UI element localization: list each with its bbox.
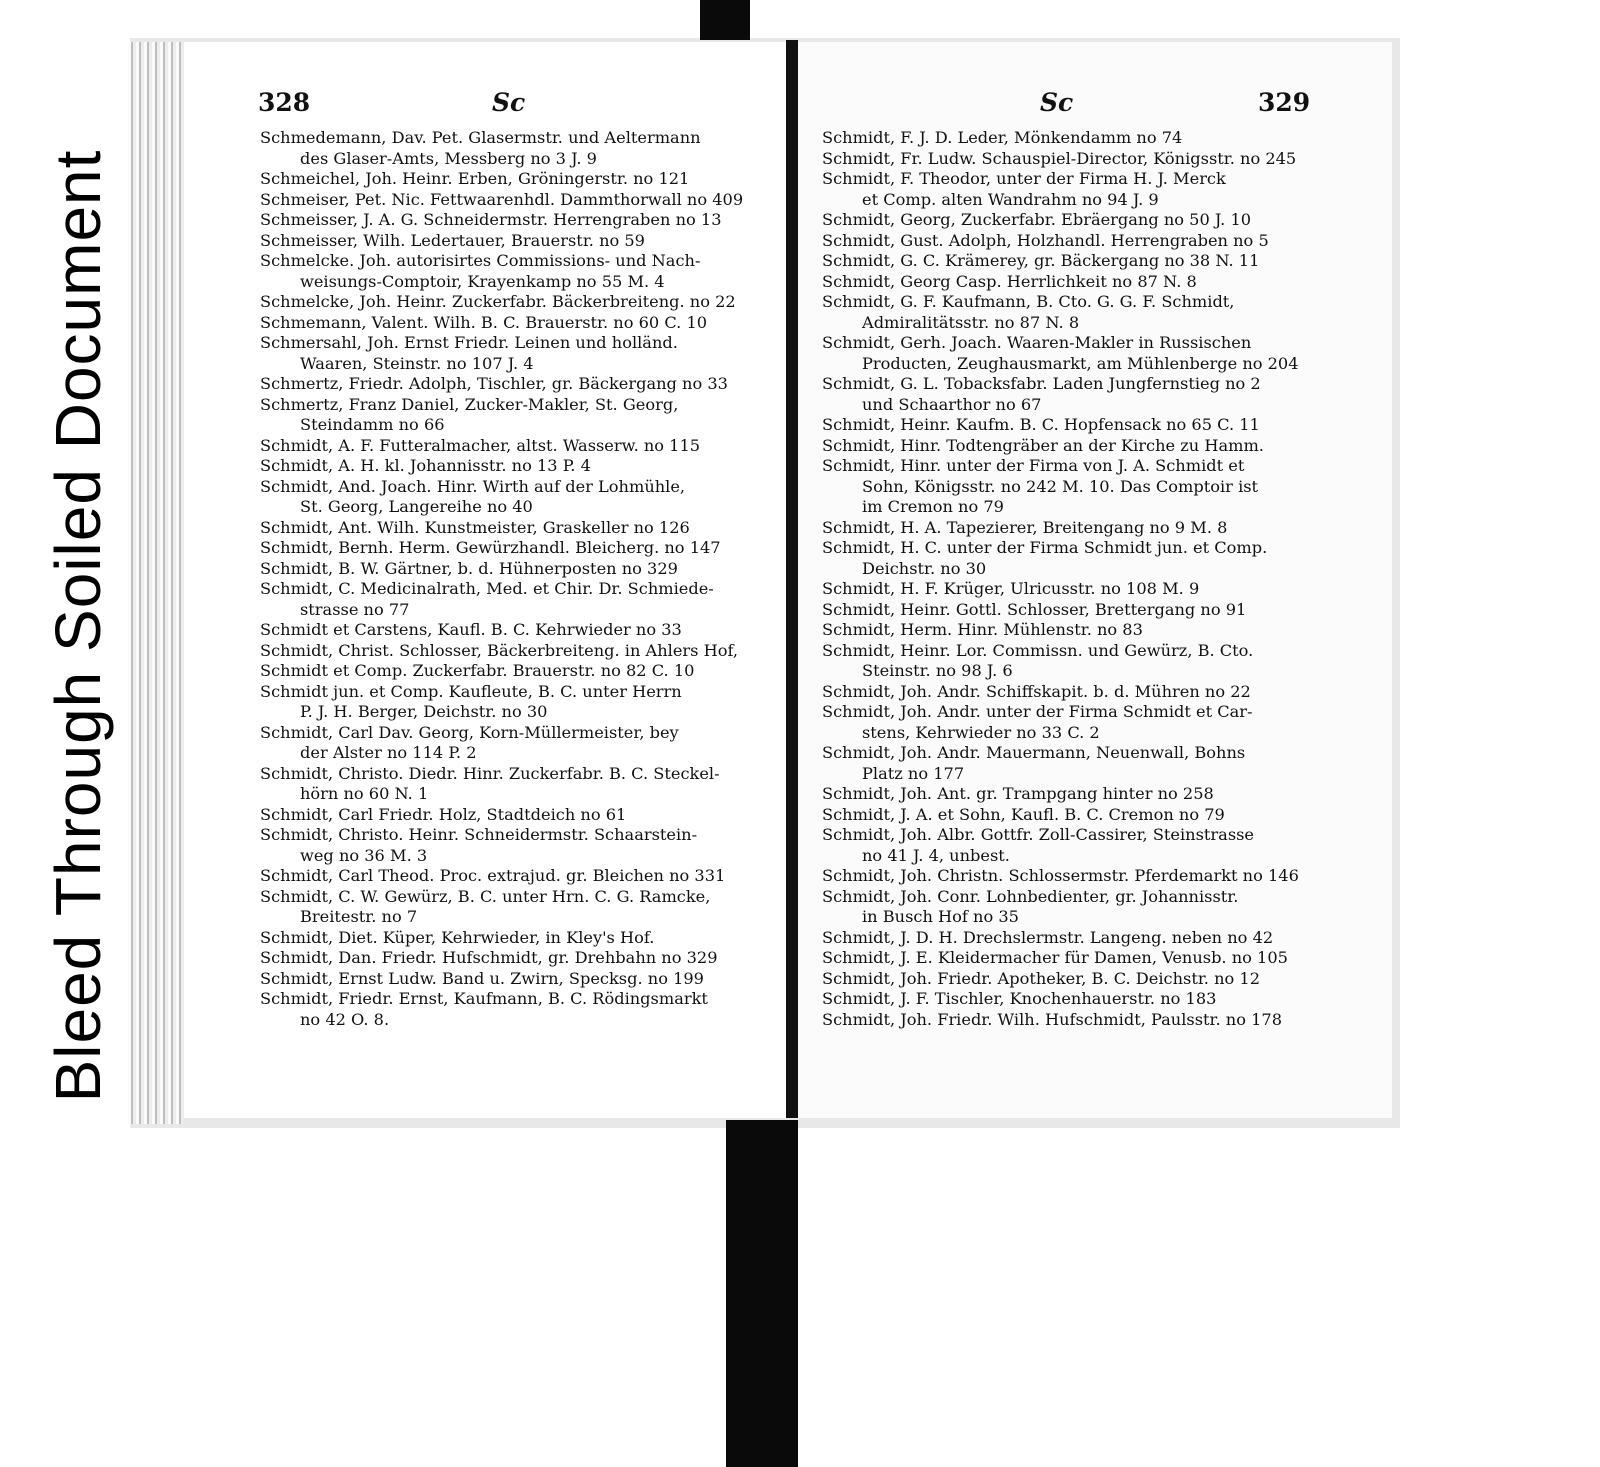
directory-entry [260,251,762,292]
directory-entry [822,887,1340,928]
entry-line: Schmidt, Georg Casp. Herrlichkeit no 87 N. 8 [822,271,1197,291]
directory-entry [822,702,1340,743]
entry-line: Schmidt, Joh. Christn. Schlossermstr. Pferdemarkt no 146 [822,866,1299,885]
directory-entry [822,989,1340,1010]
entry-line: Schmidt, Joh. Andr. Schiffskapit. b. d. Mühren no 22 [822,681,1251,701]
entry-line: Schmidt et Carstens, Kaufl. B. C. Kehrwieder no 33 [260,620,682,639]
directory-entry [822,682,1340,703]
directory-entry [822,231,1340,252]
entry-line: Schmidt, C. Medicinalrath, Med. et Chir. Dr. Schmiede- [260,579,714,598]
entry-line: Schmidt, Joh. Conr. Lohnbedienter, gr. Johannisstr. [822,886,1239,906]
entry-line: Schmidt, Carl Friedr. Holz, Stadtdeich no 61 [260,804,627,824]
entry-line: Schmidt, J. F. Tischler, Knochenhauerstr. no 183 [822,989,1217,1008]
entry-line: Schmelcke. Joh. autorisirtes Commissions- und Nach- [260,251,701,270]
directory-entry [260,477,762,518]
entry-line: Schmidt, Friedr. Ernst, Kaufmann, B. C. Rödingsmarkt [260,989,708,1008]
left-page-number: 328 [258,88,311,117]
directory-entry [822,620,1340,641]
directory-entry [822,579,1340,600]
entry-line: Schmelcke, Joh. Heinr. Zuckerfabr. Bäckerbreiteng. no 22 [260,292,736,311]
entry-line: Schmidt, Gerh. Joach. Waaren-Makler in Russischen [822,333,1252,352]
entry-line: Schmidt, C. W. Gewürz, B. C. unter Hrn. C. G. Ramcke, [260,886,711,906]
directory-entry [822,518,1340,539]
book-gutter [786,40,798,1118]
entry-line: Schmidt, Hinr. unter der Firma von J. A. Schmidt et [822,456,1245,475]
directory-entry [822,641,1340,682]
directory-entry [822,1010,1340,1031]
entry-continuation-line: Deichstr. no 30 [862,558,987,578]
directory-entry [260,805,762,826]
directory-entry [822,436,1340,457]
directory-entry [822,969,1340,990]
page-edges [128,42,184,1124]
directory-entry [260,395,762,436]
entry-continuation-line: im Cremon no 79 [862,497,1004,516]
entry-line: Schmidt et Comp. Zuckerfabr. Brauerstr. no 82 C. 10 [260,661,695,680]
entry-line: Schmidt, Bernh. Herm. Gewürzhandl. Bleicherg. no 147 [260,538,721,557]
entry-line: Schmidt, A. F. Futteralmacher, altst. Wasserw. no 115 [260,435,701,455]
entry-line: Schmidt, Christo. Heinr. Schneidermstr. Schaarstein- [260,825,698,844]
entry-line: Schmidt, Christo. Diedr. Hinr. Zuckerfabr. B. C. Steckel- [260,763,720,783]
directory-entry [260,866,762,887]
directory-entry [822,825,1340,866]
directory-entry [260,292,762,313]
directory-entry [260,313,762,334]
entry-continuation-line: in Busch Hof no 35 [862,907,1019,926]
entry-continuation-line: weg no 36 M. 3 [300,845,428,865]
entry-line: Schmidt, Heinr. Gottl. Schlosser, Brettergang no 91 [822,599,1247,619]
directory-entry [260,764,762,805]
directory-entry [822,210,1340,231]
entry-continuation-line: no 42 O. 8. [300,1009,390,1029]
entry-line: Schmidt, B. W. Gärtner, b. d. Hühnerposten no 329 [260,558,678,578]
directory-entry [260,928,762,949]
entry-continuation-line: strasse no 77 [300,599,410,619]
directory-entry [822,600,1340,621]
stamp-label [28,66,128,1106]
entry-line: Schmidt, Herm. Hinr. Mühlenstr. no 83 [822,620,1143,639]
entry-continuation-line: Producten, Zeughausmarkt, am Mühlenberge no 204 [862,353,1299,373]
entry-line: Schmidt, Christ. Schlosser, Bäckerbreiteng. in Ahlers Hof, [260,640,739,660]
entry-continuation-line: Steindamm no 66 [300,415,445,434]
directory-entry [822,456,1340,518]
directory-entry [260,231,762,252]
entry-line: Schmidt, H. A. Tapezierer, Breitengang no 9 M. 8 [822,517,1228,537]
entry-continuation-line: Platz no 177 [862,763,965,783]
entry-continuation-line: Breitestr. no 7 [300,907,418,926]
entry-line: Schmidt, H. C. unter der Firma Schmidt jun. et Comp. [822,538,1268,557]
entry-line: Schmidt, Hinr. Todtengräber an der Kirche zu Hamm. [822,435,1264,455]
entry-line: Schmertz, Friedr. Adolph, Tischler, gr. Bäckergang no 33 [260,374,728,393]
directory-entry [822,292,1340,333]
entry-line: Schmidt, Diet. Küper, Kehrwieder, in Kley's Hof. [260,927,655,947]
entry-line: Schmidt, F. J. D. Leder, Mönkendamm no 74 [822,128,1183,147]
entry-line: Schmidt, Joh. Andr. Mauermann, Neuenwall, Bohns [822,743,1246,762]
entry-continuation-line: hörn no 60 N. 1 [300,784,429,803]
directory-entry [822,333,1340,374]
entry-line: Schmidt, Joh. Albr. Gottfr. Zoll-Cassirer, Steinstrasse [822,825,1255,844]
directory-entry [260,190,762,211]
directory-entry [822,128,1340,149]
entry-line: Schmidt, Georg, Zuckerfabr. Ebräergang no 50 J. 10 [822,210,1252,229]
entry-line: Schmidt, And. Joach. Hinr. Wirth auf der Lohmühle, [260,476,686,496]
entry-line: Schmidt, G. F. Kaufmann, B. Cto. G. G. F. Schmidt, [822,292,1235,311]
entry-line: Schmidt, Carl Theod. Proc. extrajud. gr. Bleichen no 331 [260,866,726,885]
directory-entry [260,682,762,723]
directory-entry [260,456,762,477]
entry-line: Schmidt, G. L. Tobacksfabr. Laden Jungfernstieg no 2 [822,374,1261,393]
entry-continuation-line: stens, Kehrwieder no 33 C. 2 [862,722,1100,742]
entry-line: Schmemann, Valent. Wilh. B. C. Brauerstr. no 60 C. 10 [260,312,708,332]
left-running-head: Sc [492,88,526,117]
entry-line: Schmidt, Fr. Ludw. Schauspiel-Director, Königsstr. no 245 [822,148,1297,168]
entry-line: Schmidt, Gust. Adolph, Holzhandl. Herrengraben no 5 [822,230,1269,250]
directory-entry [822,743,1340,784]
entry-line: Schmidt, Heinr. Kaufm. B. C. Hopfensack no 65 C. 11 [822,415,1260,434]
directory-entry [260,128,762,169]
spine-shadow-bottom [726,1120,798,1467]
entry-line: Schmidt, Joh. Andr. unter der Firma Schmidt et Car- [822,702,1253,721]
directory-entry [822,272,1340,293]
entry-continuation-line: no 41 J. 4, unbest. [862,845,1010,865]
entry-line: Schmedemann, Dav. Pet. Glasermstr. und Aeltermann [260,128,701,147]
directory-entry [822,805,1340,826]
directory-entry [822,149,1340,170]
directory-entry [260,169,762,190]
entry-line: Schmidt, Joh. Ant. gr. Trampgang hinter no 258 [822,784,1214,803]
entry-line: Schmidt, J. D. H. Drechslermstr. Langeng. neben no 42 [822,927,1274,947]
entry-line: Schmidt, F. Theodor, unter der Firma H. J. Merck [822,169,1226,188]
entry-line: Schmeisser, J. A. G. Schneidermstr. Herrengraben no 13 [260,210,722,229]
directory-entry [260,518,762,539]
spine-shadow-top [700,0,750,40]
directory-entry [260,825,762,866]
entry-line: Schmidt, Dan. Friedr. Hufschmidt, gr. Drehbahn no 329 [260,948,718,967]
entry-line: Schmidt, A. H. kl. Johannisstr. no 13 P. 4 [260,456,591,475]
directory-entry [260,969,762,990]
directory-entry [260,374,762,395]
directory-entry [822,374,1340,415]
right-entry-list [822,128,1340,1030]
entry-continuation-line: St. Georg, Langereihe no 40 [300,497,533,516]
entry-continuation-line: der Alster no 114 P. 2 [300,743,477,762]
directory-entry [260,579,762,620]
directory-entry [822,784,1340,805]
entry-line: Schmidt, Heinr. Lor. Commissn. und Gewürz, B. Cto. [822,640,1254,660]
directory-entry [260,210,762,231]
right-page-number: 329 [1258,88,1311,117]
directory-entry [260,887,762,928]
entry-line: Schmidt, H. F. Krüger, Ulricusstr. no 108 M. 9 [822,579,1200,598]
directory-entry [260,641,762,662]
left-entry-list [260,128,762,1030]
entry-line: Schmeichel, Joh. Heinr. Erben, Gröningerstr. no 121 [260,169,690,188]
entry-continuation-line: Sohn, Königsstr. no 242 M. 10. Das Comptoir ist [862,476,1259,496]
entry-line: Schmeisser, Wilh. Ledertauer, Brauerstr. no 59 [260,230,645,250]
directory-entry [822,866,1340,887]
directory-entry [260,436,762,457]
entry-line: Schmidt, Ant. Wilh. Kunstmeister, Graskeller no 126 [260,517,690,537]
stamp-text: Bleed Through Soiled Document [42,149,114,1103]
directory-entry [260,333,762,374]
entry-line: Schmidt, J. E. Kleidermacher für Damen, Venusb. no 105 [822,948,1288,967]
directory-entry [822,948,1340,969]
directory-entry [260,559,762,580]
entry-line: Schmidt, J. A. et Sohn, Kaufl. B. C. Cremon no 79 [822,804,1225,824]
directory-entry [822,415,1340,436]
entry-line: Schmidt, Carl Dav. Georg, Korn-Müllermeister, bey [260,722,679,742]
entry-continuation-line: Steinstr. no 98 J. 6 [862,661,1013,680]
entry-line: Schmidt, Ernst Ludw. Band u. Zwirn, Specksg. no 199 [260,968,704,988]
entry-continuation-line: et Comp. alten Wandrahm no 94 J. 9 [862,189,1159,209]
entry-line: Schmidt jun. et Comp. Kaufleute, B. C. unter Herrn [260,681,682,701]
entry-continuation-line: des Glaser-Amts, Messberg no 3 J. 9 [300,148,597,168]
entry-continuation-line: weisungs-Comptoir, Krayenkamp no 55 M. 4 [300,271,665,291]
entry-continuation-line: Waaren, Steinstr. no 107 J. 4 [300,353,534,373]
directory-entry [822,169,1340,210]
entry-continuation-line: P. J. H. Berger, Deichstr. no 30 [300,702,548,721]
directory-entry [260,620,762,641]
entry-continuation-line: und Schaarthor no 67 [862,394,1042,414]
directory-entry [822,538,1340,579]
entry-line: Schmidt, Joh. Friedr. Wilh. Hufschmidt, Paulsstr. no 178 [822,1009,1282,1029]
directory-entry [260,948,762,969]
directory-entry [260,989,762,1030]
entry-line: Schmidt, Joh. Friedr. Apotheker, B. C. Deichstr. no 12 [822,968,1260,988]
entry-line: Schmeiser, Pet. Nic. Fettwaarenhdl. Dammthorwall no 409 [260,189,744,209]
directory-entry [260,538,762,559]
entry-line: Schmertz, Franz Daniel, Zucker-Makler, St. Georg, [260,394,679,414]
entry-line: Schmersahl, Joh. Ernst Friedr. Leinen und holländ. [260,333,678,352]
right-running-head: Sc [1040,88,1074,117]
directory-entry [260,723,762,764]
directory-entry [260,661,762,682]
entry-continuation-line: Admiralitätsstr. no 87 N. 8 [862,312,1080,332]
directory-entry [822,251,1340,272]
directory-entry [822,928,1340,949]
entry-line: Schmidt, G. C. Krämerey, gr. Bäckergang no 38 N. 11 [822,251,1260,270]
